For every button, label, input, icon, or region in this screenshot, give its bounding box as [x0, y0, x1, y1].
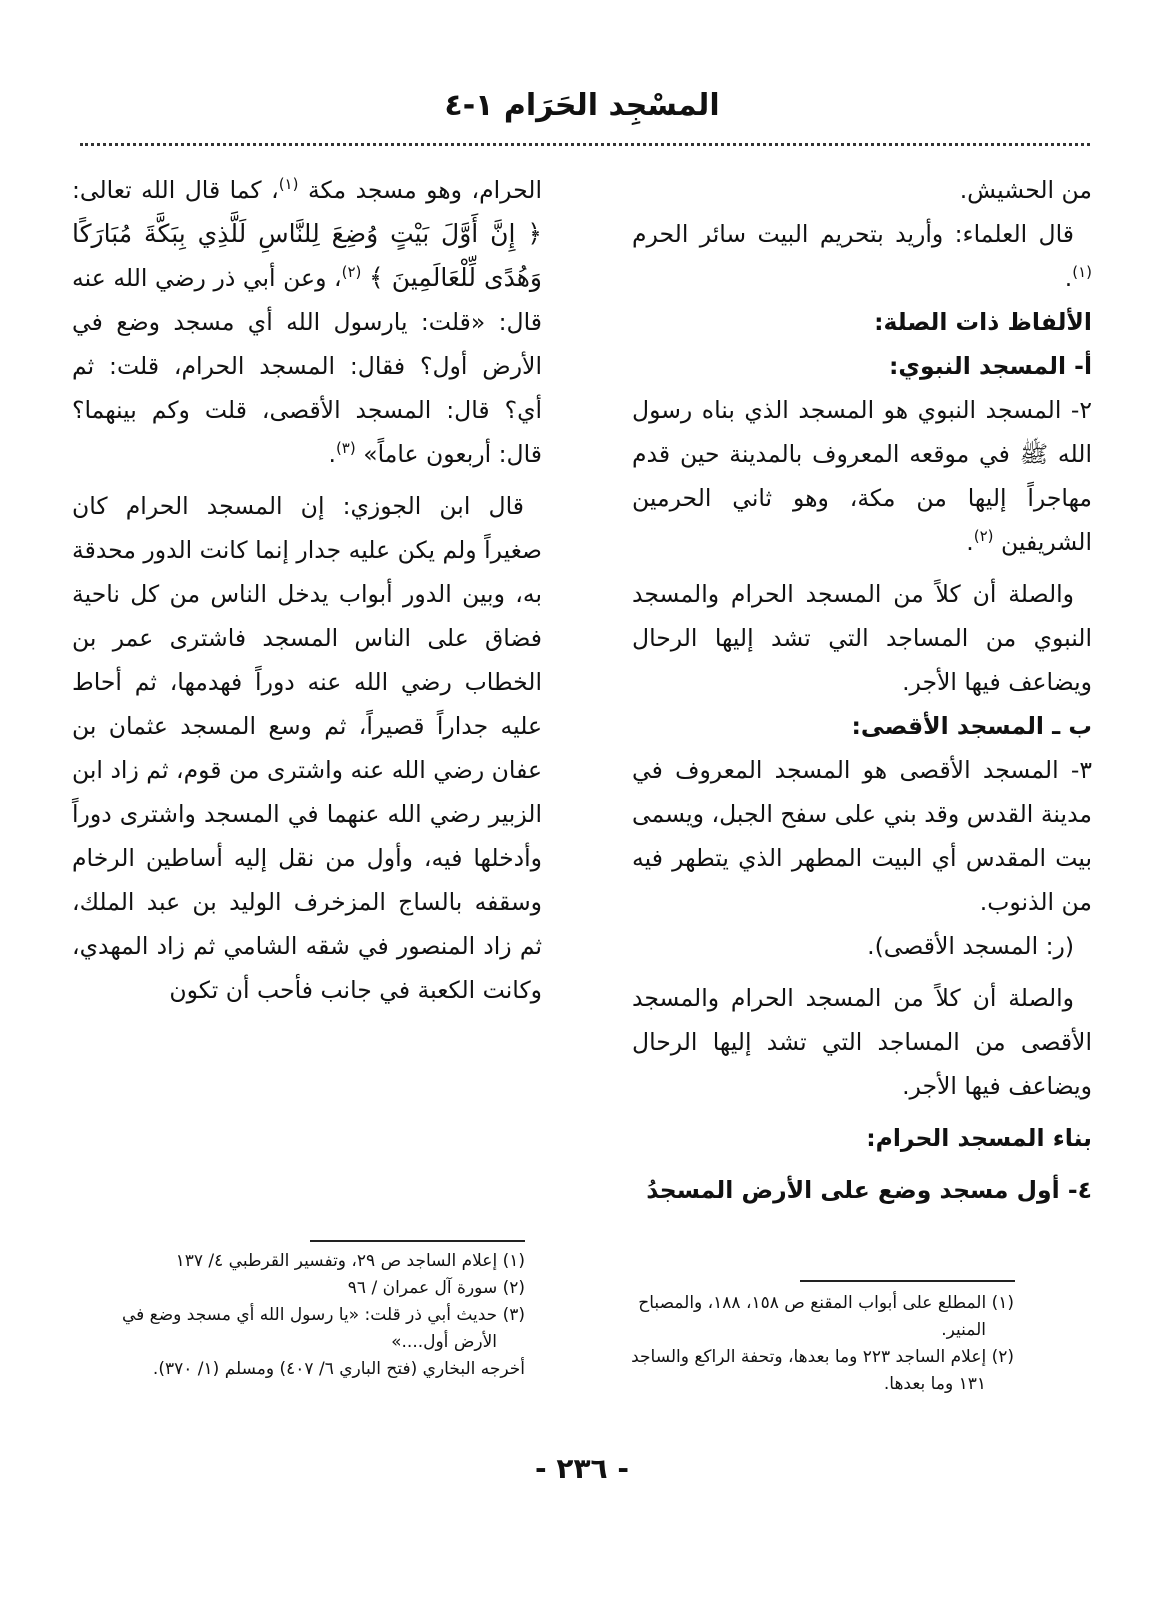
paragraph: ٣- المسجد الأقصى هو المسجد المعروف في مدينة القدس وقد بني على سفح الجبل، ويسمى بيت المقدس أي البيت المطهر الذي يتطهر فيه من الذنوب.	[632, 756, 1092, 916]
footnote-ref: (٢)	[341, 263, 362, 282]
right-column	[632, 168, 1092, 1212]
footnote: المنير.	[941, 1320, 986, 1340]
footnote-ref: (٢)	[973, 527, 994, 546]
footnote: ١٣١ وما بعدها.	[883, 1374, 986, 1394]
paragraph: (ر: المسجد الأقصى).	[867, 932, 1074, 960]
paragraph: من الحشيش.	[959, 176, 1092, 204]
footnote: (٣) حديث أبي ذر قلت: «يا رسول الله أي مسجد وضع في	[121, 1305, 525, 1325]
paragraph: والصلة أن كلاً من المسجد الحرام والمسجد الأقصى من المساجد التي تشد إليها الرحال ويضاعف فيها الأجر.	[632, 984, 1092, 1100]
footnote-ref: (١)	[1072, 263, 1092, 282]
header-dotted-divider	[80, 143, 1090, 146]
footnote: (٢) إعلام الساجد ٢٢٣ وما بعدها، وتحفة الراكع والساجد	[631, 1347, 1014, 1367]
quran-verse: ﴿ إِنَّ أَوَّلَ بَيْتٍ وُضِعَ لِلنَّاسِ لَلَّذِي بِبَكَّةَ مُبَارَكًا وَهُدًى لِّلْعَالَمِينَ ﴾	[72, 219, 542, 292]
footnote-divider	[800, 1280, 1015, 1282]
paragraph: الحرام، وهو مسجد مكة $^{(١)}$، كما قال الله تعالى: ﴿ إِنَّ أَوَّلَ بَيْتٍ وُضِعَ لِلنَّاسِ لَلَّذِي بِبَكَّةَ مُبَارَكًا وَهُدًى لِّلْعَالَمِينَ ﴾ $^{(٢)}$، وعن أبي ذر رضي الله عنه قال: «قلت: يارسول الله أي مسجد وضع في الأرض أول؟ فقال: المسجد الحرام، قلت: ثم أي؟ قال: المسجد الأقصى، قلت وكم بينهما؟ قال: أربعون عاماً» $^{(٣)}$.	[72, 175, 542, 468]
section-heading: بناء المسجد الحرام:	[866, 1124, 1092, 1152]
footnote: (١) المطلع على أبواب المقنع ص ١٥٨، ١٨٨، والمصباح	[638, 1293, 1014, 1313]
footnote: (١) إعلام الساجد ص ٢٩، وتفسير القرطبي ٤/ ١٣٧	[175, 1251, 525, 1271]
footnote-divider	[310, 1240, 525, 1242]
footnotes-left	[95, 1248, 525, 1383]
header-title: المسْجِد الحَرَام ١-٤	[444, 88, 720, 123]
subsection-heading: ب ـ المسجد الأقصى:	[851, 712, 1092, 740]
footnotes-right	[584, 1290, 1014, 1398]
section-heading: الألفاظ ذات الصلة:	[874, 308, 1092, 336]
footnote: (٢) سورة آل عمران / ٩٦	[347, 1278, 525, 1298]
paragraph: قال ابن الجوزي: إن المسجد الحرام كان صغيراً ولم يكن عليه جدار إنما كانت الدور محدقة به، وبين الدور أبواب يدخل الناس من كل ناحية فضاق على الناس المسجد فاشترى عمر بن الخطاب رضي الله عنه دوراً فهدمها، ثم أحاط عليه جداراً قصيراً، ثم وسع المسجد عثمان بن عفان رضي الله عنه واشترى من قوم، ثم زاد ابن الزبير رضي الله عنهما في المسجد واشترى دوراً وأدخلها فيه، وأول من نقل إليه أساطين الرخام وسقفه بالساج المزخرف الوليد بن عبد الملك، ثم زاد المنصور في شقه الشامي ثم زاد المهدي، وكانت الكعبة في جانب فأحب أن تكون	[72, 492, 542, 1004]
paragraph: والصلة أن كلاً من المسجد الحرام والمسجد النبوي من المساجد التي تشد إليها الرحال ويضاعف فيها الأجر.	[632, 580, 1092, 696]
page-header	[0, 88, 1164, 123]
paragraph: قال العلماء: وأريد بتحريم البيت سائر الحرم $^{(١)}$.	[632, 220, 1092, 292]
page-number: - ٢٣٦ -	[534, 1452, 630, 1485]
footnote-ref: (١)	[278, 175, 299, 194]
left-column	[72, 168, 542, 1012]
paragraph: ٤- أول مسجد وضع على الأرض المسجدُ	[646, 1176, 1092, 1204]
paragraph: ٢- المسجد النبوي هو المسجد الذي بناه رسول الله ﷺ في موقعه المعروف بالمدينة حين قدم مهاجراً إليها من مكة، وهو ثاني الحرمين الشريفين $^{(٢)}$.	[632, 396, 1092, 556]
subsection-heading: أ- المسجد النبوي:	[889, 352, 1092, 380]
footnote: الأرض أول....»	[391, 1332, 497, 1352]
footnote-ref: (٣)	[335, 439, 356, 458]
footnote: أخرجه البخاري (فتح الباري ٦/ ٤٠٧) ومسلم (١/ ٣٧٠).	[152, 1359, 525, 1379]
